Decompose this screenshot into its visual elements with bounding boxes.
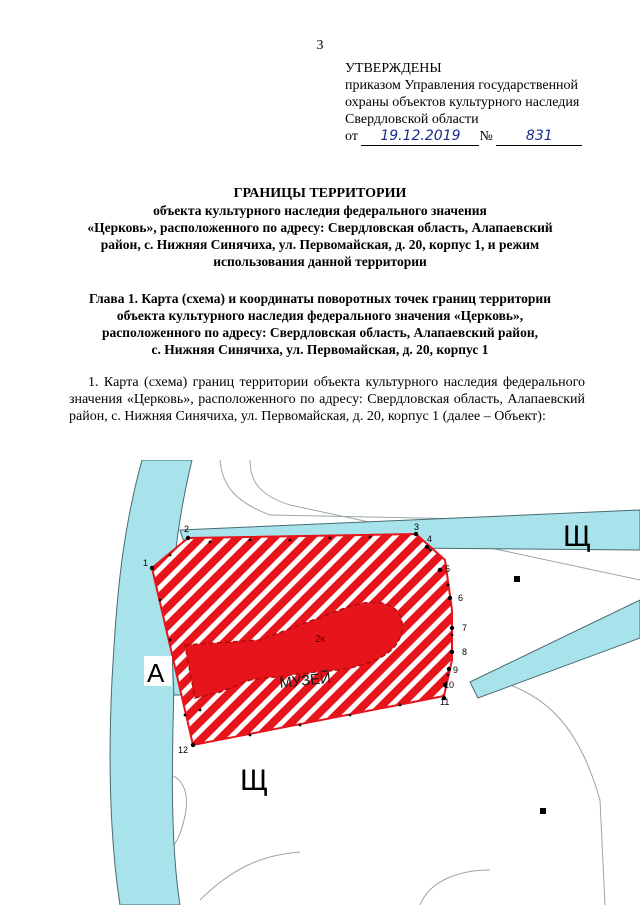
point-label-5: 5: [445, 564, 451, 574]
point-5: [438, 568, 442, 572]
point-3: [414, 532, 418, 536]
point-label-4: 4: [427, 534, 433, 544]
approval-block: [345, 60, 635, 146]
territory-map: [100, 460, 640, 905]
approval-line: приказом Управления государственной: [345, 78, 579, 93]
title-line: район, с. Нижняя Синячиха, ул. Первомайская, д. 20, корпус 1, и режим: [100, 237, 540, 252]
title-heading: ГРАНИЦЫ ТЕРРИТОРИИ: [233, 186, 407, 201]
approval-line: охраны объектов культурного наследия: [345, 95, 580, 110]
point-1: [150, 566, 154, 570]
point-4: [425, 545, 429, 549]
point-12: [191, 743, 195, 747]
title-line: использования данной территории: [213, 254, 427, 269]
date-value: 19.12.2019: [361, 128, 479, 146]
page-number: 3: [316, 38, 324, 53]
point-label-9: 9: [453, 665, 459, 675]
point-6: [448, 596, 452, 600]
point-label-1: 1: [143, 558, 149, 568]
building-label: МУЗЕЙ: [278, 669, 332, 692]
number-prefix: №: [479, 129, 493, 144]
approval-line: Свердловской области: [345, 112, 479, 127]
building-small-label: 2к: [315, 634, 325, 645]
chapter-line: расположенного по адресу: Свердловская область, Алапаевский район,: [102, 325, 538, 340]
road-right: [470, 600, 640, 698]
chapter-line: Глава 1. Карта (схема) и координаты поворотных точек границ территории: [89, 291, 551, 306]
point-label-6: 6: [458, 593, 464, 603]
title-line: объекта культурного наследия федерального значения: [153, 203, 487, 218]
road-top-label: Щ: [563, 520, 592, 553]
paragraph-1: 1. Карта (схема) границ территории объекта культурного наследия федерального значения «Церковь», расположенного по адресу: Свердловская область, Алапаевский район, с. Нижняя Синячиха, ул. Первомайская, д. 20, корпус 1 (далее – Объект):: [69, 375, 585, 424]
structure-marker: [540, 808, 546, 814]
approval-date-line: [345, 128, 635, 146]
point-label-12: 12: [178, 745, 189, 755]
point-7: [450, 626, 454, 630]
point-label-8: 8: [462, 647, 468, 657]
chapter-line: с. Нижняя Синячиха, ул. Первомайская, д. 20, корпус 1: [151, 342, 489, 357]
point-label-7: 7: [462, 623, 468, 633]
point-label-11: 11: [440, 697, 450, 707]
label-a: А: [147, 658, 165, 688]
approval-heading: УТВЕРЖДЕНЫ: [345, 61, 442, 76]
chapter-line: объекта культурного наследия федерального значения «Церковь»,: [116, 308, 524, 323]
point-label-2: 2: [184, 524, 190, 534]
structure-marker: [514, 576, 520, 582]
date-prefix: от: [345, 129, 358, 144]
point-label-10: 10: [444, 680, 455, 690]
document-title: [60, 185, 580, 270]
point-8: [450, 650, 454, 654]
point-2: [186, 536, 190, 540]
point-9: [447, 667, 451, 671]
chapter-heading: [60, 290, 580, 358]
number-value: 831: [496, 128, 582, 146]
road-bottom-label: Щ: [240, 764, 269, 797]
point-label-3: 3: [414, 522, 420, 532]
title-line: «Церковь», расположенного по адресу: Свердловская область, Алапаевский: [87, 220, 553, 235]
